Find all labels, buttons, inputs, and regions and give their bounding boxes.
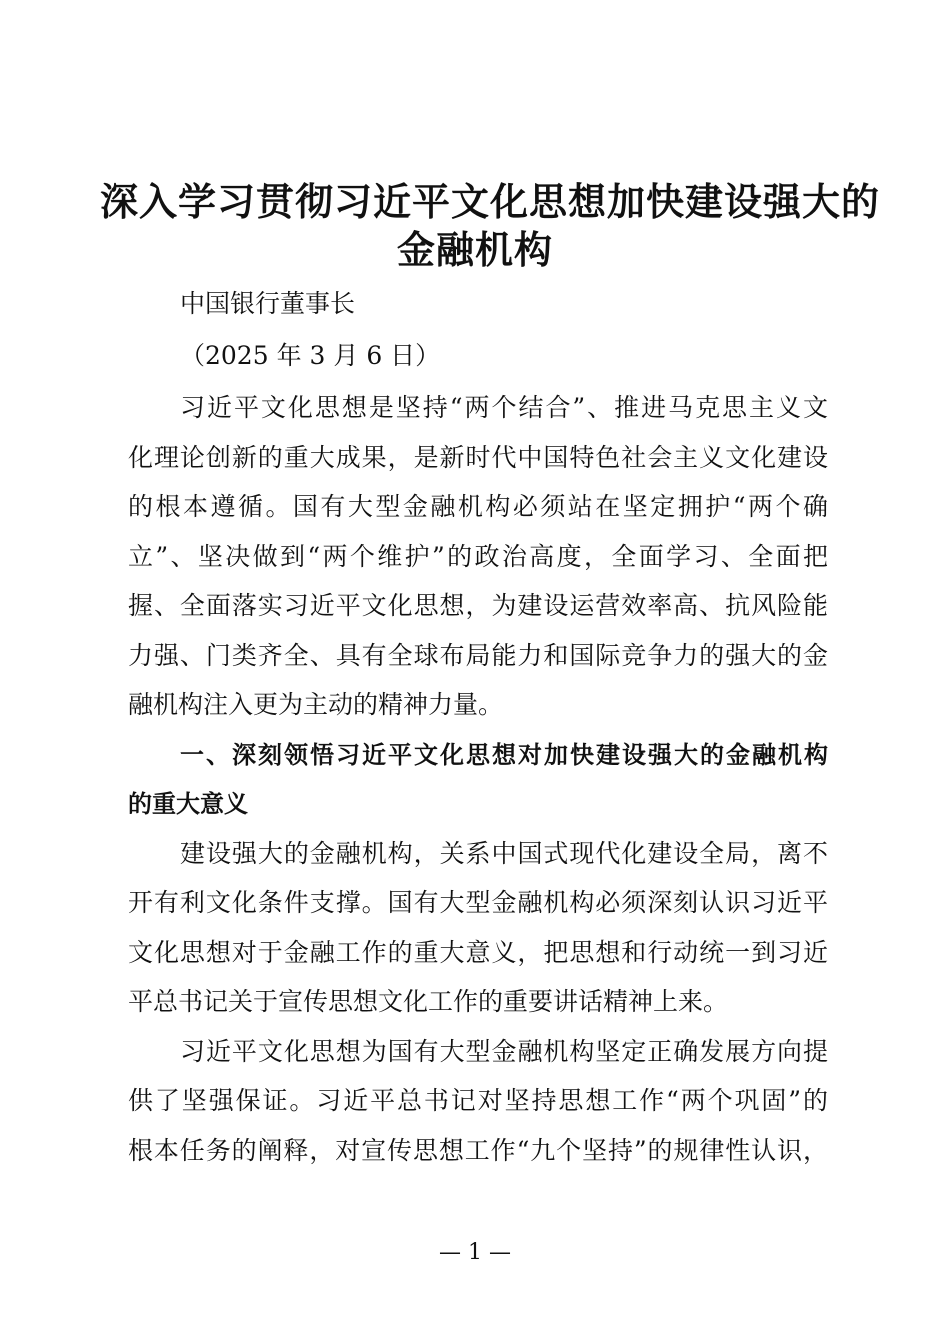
paragraph-2-line: 建设强大的金融机构，关系中国式现代化建设全局，离不 — [180, 839, 828, 868]
paragraph-2-line: 开有利文化条件支撑。国有大型金融机构必须深刻认识习近平 — [128, 888, 828, 917]
paragraph-1-line: 的根本遵循。国有大型金融机构必须站在坚定拥护“两个确 — [128, 492, 828, 521]
paragraph-3-line: 供了坚强保证。习近平总书记对坚持思想工作“两个巩固”的 — [128, 1086, 828, 1115]
section-heading-line: 一、深刻领悟习近平文化思想对加快建设强大的金融机构 — [180, 741, 828, 769]
date-line: （2025 年 3 月 6 日） — [180, 341, 441, 370]
paragraph-2-line: 文化思想对于金融工作的重大意义，把思想和行动统一到习近 — [128, 938, 828, 967]
paragraph-1-line: 融机构注入更为主动的精神力量。 — [128, 690, 504, 719]
page-number: — 1 — — [439, 1240, 511, 1265]
section-heading-line: 的重大意义 — [128, 790, 248, 818]
paragraph-1-line: 立”、坚决做到“两个维护”的政治高度，全面学习、全面把 — [128, 542, 828, 571]
document-title-line-2: 金融机构 — [396, 228, 553, 272]
paragraph-1-line: 化理论创新的重大成果，是新时代中国特色社会主义文化建设 — [128, 443, 828, 472]
paragraph-1-line: 习近平文化思想是坚持“两个结合”、推进马克思主义文 — [180, 393, 828, 422]
paragraph-1-line: 力强、门类齐全、具有全球布局能力和国际竞争力的强大的金 — [128, 641, 828, 670]
paragraph-2-line: 平总书记关于宣传思想文化工作的重要讲话精神上来。 — [128, 987, 729, 1016]
paragraph-3-line: 习近平文化思想为国有大型金融机构坚定正确发展方向提 — [180, 1037, 828, 1066]
paragraph-3-line: 根本任务的阐释，对宣传思想工作“九个坚持”的规律性认识， — [128, 1136, 828, 1165]
paragraph-1-line: 握、全面落实习近平文化思想，为建设运营效率高、抗风险能 — [128, 591, 828, 620]
document-title-line-1: 深入学习贯彻习近平文化思想加快建设强大的 — [100, 180, 881, 224]
author-line: 中国银行董事长 — [180, 289, 356, 318]
